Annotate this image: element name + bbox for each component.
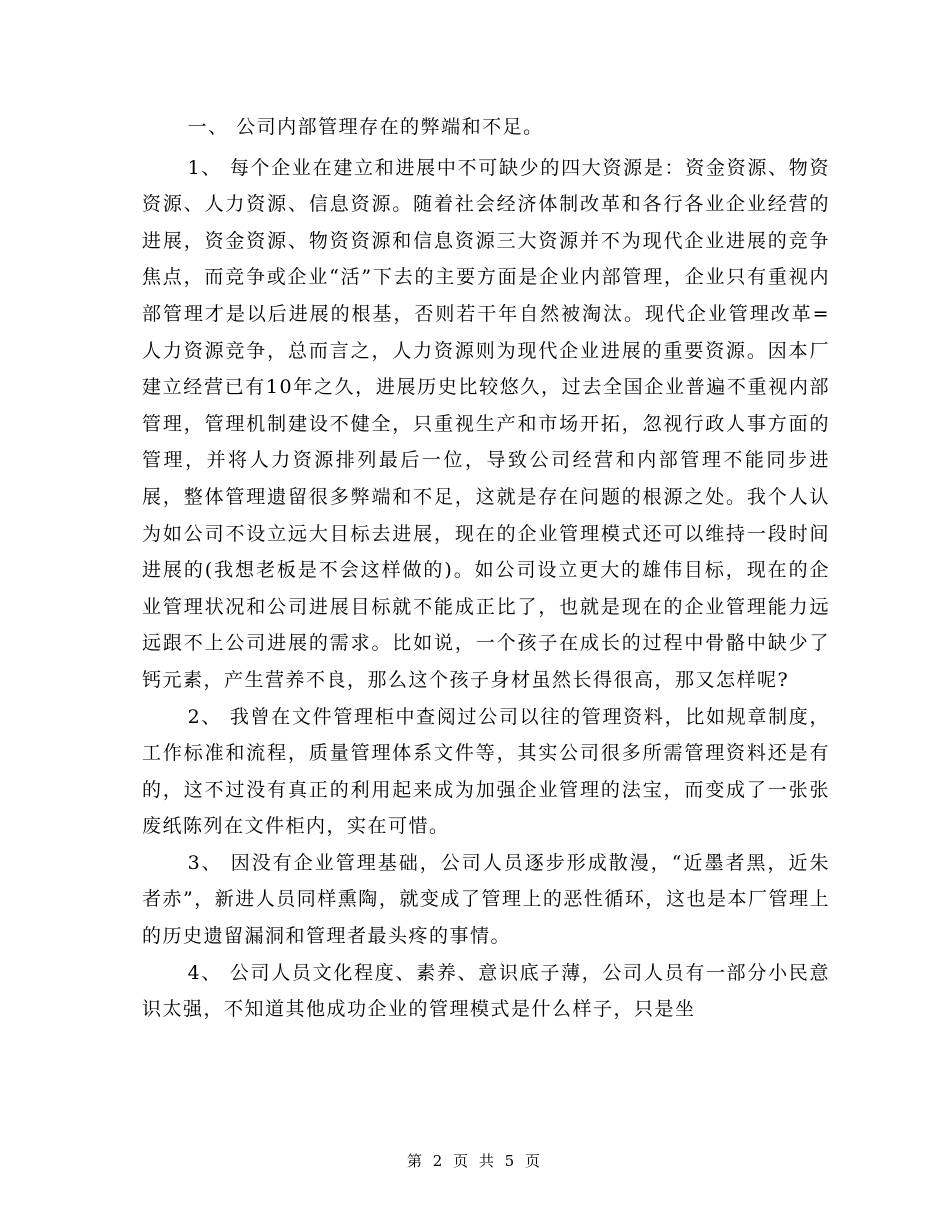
section-heading: 一、 公司内部管理存在的弊端和不足。 <box>187 116 544 138</box>
paragraph-4: 4、 公司人员文化程度、素养、意识底子薄，公司人员有一部分小民意识太强，不知道其他成功企业的管理模式是什么样子，只是坐 <box>142 961 830 1021</box>
document-body <box>142 109 830 1028</box>
paragraph-3: 3、 因没有企业管理基础，公司人员逐步形成散漫，“近墨者黑，近朱者赤”，新进人员同样熏陶，就变成了管理上的恶性循环，这也是本厂管理上的历史遗留漏洞和管理者最头疼的事情。 <box>142 851 830 948</box>
paragraph-1: 1、 每个企业在建立和进展中不可缺少的四大资源是：资金资源、物资资源、人力资源、信息资源。随着社会经济体制改革和各行各业企业经营的进展，资金资源、物资资源和信息资源三大资源并不为现代企业进展的竞争焦点，而竞争或企业“活”下去的主要方面是企业内部管理，企业只有重视内部管理才是以后进展的根基，否则若干年自然被淘汰。现代企业管理改革=人力资源竞争，总而言之，人力资源则为现代企业进展的重要资源。因本厂建立经营已有10年之久，进展历史比较悠久，过去全国企业普遍不重视内部管理，管理机制建设不健全，只重视生产和市场开拓，忽视行政人事方面的管理，并将人力资源排列最后一位，导致公司经营和内部管理不能同步进展，整体管理遗留很多弊端和不足，这就是存在问题的根源之处。我个人认为如公司不设立远大目标去进展，现在的企业管理模式还可以维持一段时间进展的(我想老板是不会这样做的)。如公司设立更大的雄伟目标，现在的企业管理状况和公司进展目标就不能成正比了，也就是现在的企业管理能力远远跟不上公司进展的需求。比如说，一个孩子在成长的过程中骨骼中缺少了钙元素，产生营养不良，那么这个孩子身材虽然长得很高，那又怎样呢? <box>142 156 830 691</box>
paragraph-2: 2、 我曾在文件管理柜中查阅过公司以往的管理资料，比如规章制度，工作标准和流程，质量管理体系文件等，其实公司很多所需管理资料还是有的，这不过没有真正的利用起来成为加强企业管理的法宝，而变成了一张张废纸陈列在文件柜内，实在可惜。 <box>142 705 830 838</box>
page-number-footer: 第 2 页 共 5 页 <box>407 1152 543 1170</box>
